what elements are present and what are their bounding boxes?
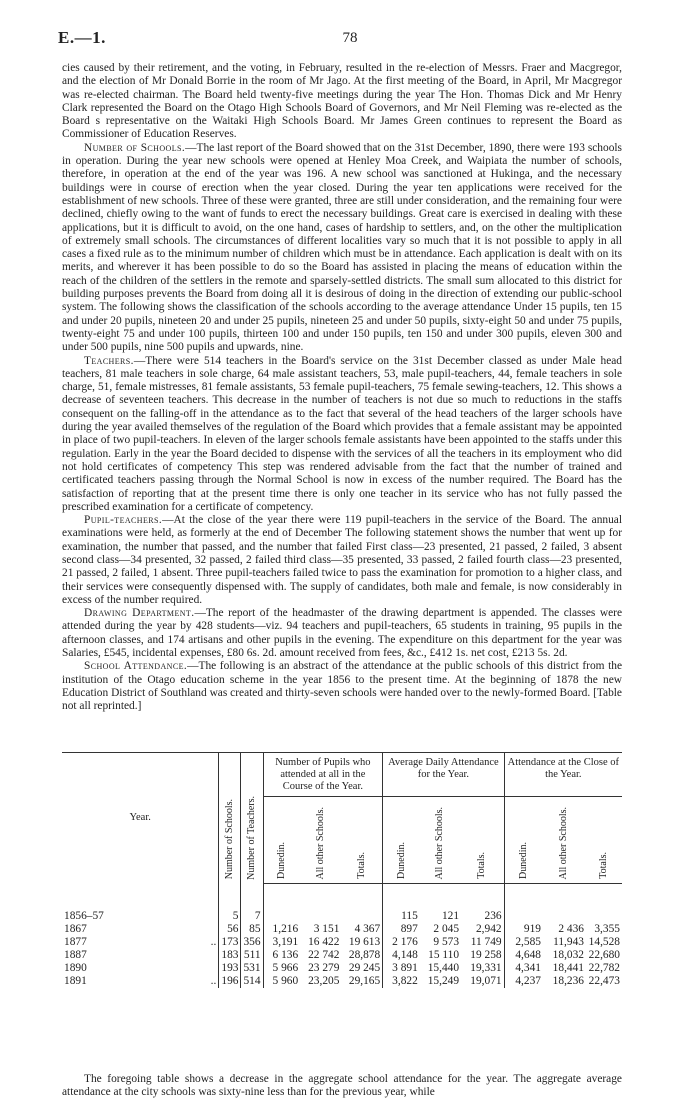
cell-close-dunedin: 2,585 [504, 936, 543, 949]
paragraph-text: —At the close of the year there were 119 pupil-teachers in the service of the Board. The annual examinations were held, as formerly at the end of December The following statement shows the number that went up for examination, the number that passed, and the number that failed First class—23 presented, 21 passed, 2 failed, 3 absent second class—34 presented, 32 passed, 2 failed third class—35 presented, 33 passed, 2 failed fourth class—23 presented, 21 passed, 2 failed, 1 absent. Three pupil-teachers failed twice to pass the examination for promotion to a higher class, and their services were consequently dispensed with. The supply of candidates, both male and female, is now considerably in excess of the number required. [62, 514, 622, 606]
pupils-attended-group-header: Number of Pupils who attended at all in the Course of the Year. [263, 753, 383, 797]
cell-average-totals: 19,071 [470, 975, 502, 987]
document-reference: E.—1. [58, 28, 106, 47]
paragraph-board-election [62, 62, 622, 142]
cell-number-of-schools: 56 [219, 923, 241, 936]
closing-text [62, 1073, 622, 1100]
table-row [62, 923, 622, 936]
number-of-schools-header: Number of Schools. [219, 753, 241, 884]
cell-average-dunedin: 897 [383, 923, 420, 936]
cell-close-totals: 22,782 [588, 962, 620, 974]
subheader-totals: Totals. [461, 797, 504, 884]
section-lead: Number of Schools. [84, 141, 186, 154]
cell-close-other: 11,943 [553, 936, 584, 948]
row-leader: .. [210, 936, 217, 948]
cell-number-of-teachers: 7 [241, 884, 263, 924]
cell-number-of-teachers: 531 [241, 962, 263, 975]
cell-average-dunedin: 3 891 [383, 962, 420, 975]
average-attendance-group-header: Average Daily Attendance for the Year. [383, 753, 504, 797]
row-year: 1867 [64, 923, 87, 935]
row-leader: .. [210, 975, 217, 987]
row-year: 1891 [64, 975, 87, 987]
row-year: 1887 [64, 949, 87, 961]
cell-pupils-other: 16 422 [308, 936, 340, 948]
cell-close-other: 18,236 [552, 975, 584, 987]
table-row [62, 962, 622, 975]
cell-close-totals: 3,355 [594, 923, 620, 935]
cell-pupils-other: 3 151 [313, 923, 340, 935]
cell-number-of-teachers: 514 [241, 975, 263, 988]
table-row [62, 884, 622, 924]
cell-average-other: 2 045 [433, 923, 460, 935]
cell-average-other: 15,249 [427, 975, 460, 987]
table-row [62, 949, 622, 962]
cell-average-other: 9 573 [433, 936, 460, 948]
cell-average-totals: 2,942 [475, 923, 502, 935]
cell-pupils-totals [341, 884, 382, 924]
paragraph-text: —There were 514 teachers in the Board's service on the 31st December classed as under Male head teachers, 81 male teachers in sole charge, 64 male assistant teachers, 53, male pupil-teachers, 44, female teachers in sole charge, 51, female mistresses, 81 female assistants, 53 female pupil-teachers, 75 female sewing-teachers, 12. This shows a decrease of seventeen teachers. This decrease in the number of teachers is not due so much to reductions in the staffs consequent on the falling-off in the attendance as to the fact that several of the head teachers of the larger schools have during the year availed themselves of the regulation of the Board which provides that a female assistant may be appointed in place of two pupil-teachers. In eleven of the larger schools female assistants have been appointed to the staffs under this regulation. Early in the year the Board decided to dispense with the services of all the teachers in its employment who did not hold certificates of competency This step was rendered advisable from the fact that the number of trained and certificated teachers passing through the Normal School is now in excess of the number required. The Board has the satisfaction of reporting that at the present time there is only one teacher in its service who has not fully passed the prescribed examination for a certificate of competency. [62, 354, 622, 513]
cell-pupils-totals: 28,878 [348, 949, 381, 961]
cell-close-dunedin: 4,237 [504, 975, 543, 988]
row-year: 1856–57 [64, 909, 104, 922]
cell-average-dunedin: 3,822 [383, 975, 420, 988]
cell-pupils-dunedin: 6 136 [263, 949, 300, 962]
paragraph-number-of-schools [62, 142, 622, 355]
cell-pupils-dunedin [263, 884, 300, 924]
cell-average-totals: 11 749 [470, 936, 502, 948]
subheader-dunedin: Dunedin. [504, 797, 543, 884]
cell-pupils-dunedin: 1,216 [263, 923, 300, 936]
cell-average-totals: 19 258 [470, 949, 502, 961]
subheader-other-schools: All other Schools. [543, 797, 586, 884]
subheader-other-schools: All other Schools. [420, 797, 461, 884]
cell-number-of-teachers: 85 [241, 923, 263, 936]
table-row [62, 936, 622, 949]
paragraph-text: cies caused by their retirement, and the voting, in February, resulted in the re-election of Messrs. Fraer and Macgregor, and the election of Mr Donald Borrie in the room of Mr Jago. At the first meeting of the Board, in April, Mr Macgregor was re-elected chairman. The Board held twenty-five meetings during the year The Hon. Thomas Dick and Mr Henry Clark represented the Board on the Otago High Schools Board of Governors, and Mr Neil Fleming was re-elected as the Board s representative on the Waitaki High Schools Board. Mr James Green continues to represent the Board as Commissioner of Education Reserves. [62, 62, 622, 141]
row-leader [200, 962, 219, 975]
close-attendance-group-header: Attendance at the Close of the Year. [504, 753, 622, 797]
row-year: 1877 [64, 936, 87, 948]
cell-pupils-other: 22 742 [308, 949, 340, 961]
paragraph-text: —The report of the headmaster of the drawing department is appended. The classes were attended during the year by 428 students—viz. 94 teachers and pupil-teachers, 65 students in training, 95 pupils in the afternoon classes, and 174 artisans and other pupils in the evening. The expenditure on this department for the year was Salaries, £545, incidental expenses, £80 6s. 2d. amount received from fees, &c., £412 1s. net cost, £213 5s. 2d. [62, 607, 623, 660]
cell-close-other: 2 436 [558, 923, 584, 935]
cell-pupils-totals: 29,165 [348, 975, 381, 987]
row-leader [200, 923, 219, 936]
section-lead: Drawing Department. [84, 607, 195, 620]
cell-close-totals [586, 884, 622, 924]
number-of-teachers-header: Number of Teachers. [241, 753, 263, 884]
subheader-other-schools: All other Schools. [300, 797, 341, 884]
cell-close-totals: 14,528 [588, 936, 620, 948]
cell-close-other [543, 884, 586, 924]
paragraph-text: —The last report of the Board showed that on the 31st December, 1890, there were 193 schools in operation. During the year new schools were opened at Henley Moa Creek, and Waipiata the number of schools, therefore, in operation at the end of the year was 196. A new school was sanctioned at Hukinga, and the necessary buildings were in course of erection when the year closed. During the year ten applications were received for the establishment of new schools. Three of these were granted, three are still under consideration, and the remaining four were declined, chiefly owing to the want of funds to erect the necessary buildings. Great care is exercised in dealing with these applications, but it is difficult to avoid, on the one hand, cases of hardship to settlers, and, on the other the multiplication of extremely small schools. The circumstances of different localities vary so much that it is not possible to apply in all cases a fixed rule as to the minimum number of children which must be in attendance. Each application is dealt with on its merits, and wherever it has been possible to do so the Board has assisted in placing the means of education within the reach of the children of the settlers in the remote and sparsely-settled districts. The small sum allocated to this district for building purposes prevents the Board from doing all it is desirous of doing in the direction of extending our public-school system. The following shows the classification of the schools according to the average attendance Under 15 pupils, ten 15 and under 20 pupils, nineteen 20 and under 25 pupils, nineteen 25 and under 50 pupils, sixty-eight 50 and under 75 pupils, twenty-eight 75 and under 100 pupils, thirteen 100 and under 150 pupils, ten 150 and under 300 pupils, eleven 300 and under 500 pupils, nine 500 pupils and upwards, nine. [62, 141, 622, 354]
attendance-table-wrapper [62, 752, 622, 988]
cell-number-of-schools: 5 [219, 884, 241, 924]
cell-number-of-schools: 183 [219, 949, 241, 962]
table-row [62, 975, 622, 988]
cell-close-dunedin [504, 884, 543, 924]
row-year: 1890 [64, 962, 87, 974]
closing-paragraph: The foregoing table shows a decrease in the aggregate school attendance for the year. The aggregate average attendance at the city schools was sixty-nine less than for the previous year, while [62, 1073, 622, 1099]
attendance-table [62, 752, 622, 988]
cell-number-of-teachers: 511 [241, 949, 263, 962]
cell-number-of-schools: 196 [219, 975, 241, 988]
cell-pupils-other: 23 279 [308, 962, 340, 974]
row-leader [200, 884, 219, 924]
cell-pupils-dunedin: 3,191 [263, 936, 300, 949]
paragraph-drawing-department [62, 607, 622, 660]
paragraph-school-attendance [62, 660, 622, 713]
cell-number-of-schools: 193 [219, 962, 241, 975]
cell-average-dunedin: 2 176 [383, 936, 420, 949]
row-leader [200, 949, 219, 962]
section-lead: Teachers. [84, 354, 134, 367]
cell-average-totals: 236 [484, 910, 502, 922]
subheader-dunedin: Dunedin. [383, 797, 420, 884]
cell-pupils-totals: 29 245 [348, 962, 381, 974]
cell-pupils-totals: 4 367 [354, 923, 381, 935]
cell-close-dunedin: 4,648 [504, 949, 543, 962]
cell-number-of-teachers: 356 [241, 936, 263, 949]
cell-close-other: 18,032 [552, 949, 584, 961]
cell-average-totals: 19,331 [470, 962, 502, 974]
paragraph-pupil-teachers [62, 514, 622, 607]
subheader-totals: Totals. [586, 797, 622, 884]
section-lead: School Attendance. [84, 660, 188, 673]
cell-pupils-totals: 19 613 [348, 936, 381, 948]
cell-number-of-schools: 173 [219, 936, 241, 949]
cell-close-totals: 22,473 [588, 975, 620, 987]
cell-average-dunedin: 4,148 [383, 949, 420, 962]
paragraph-teachers [62, 355, 622, 515]
paragraph-text: —The following is an abstract of the attendance at the public schools of this district from the institution of the Otago education scheme in the year 1856 to the present time. At the beginning of 1878 the new Education District of Southland was created and thirty-seven schools were handed over to the newly-formed Board. [Table not all reprinted.] [62, 660, 622, 713]
section-lead: Pupil-teachers. [84, 514, 163, 527]
cell-average-other: 121 [441, 910, 460, 922]
cell-average-other: 15,440 [427, 962, 460, 974]
subheader-dunedin: Dunedin. [263, 797, 300, 884]
cell-average-dunedin: 115 [383, 884, 420, 924]
cell-close-dunedin: 919 [504, 923, 543, 936]
cell-close-other: 18,441 [552, 962, 584, 974]
cell-pupils-other [300, 884, 341, 924]
cell-average-other: 15 110 [428, 949, 460, 961]
year-column-header: Year. [62, 753, 219, 884]
page-number: 78 [342, 30, 358, 46]
cell-close-totals: 22,680 [588, 949, 620, 961]
cell-pupils-dunedin: 5 960 [263, 975, 300, 988]
cell-pupils-other: 23,205 [308, 975, 340, 987]
cell-close-dunedin: 4,341 [504, 962, 543, 975]
report-body [62, 62, 622, 714]
subheader-totals: Totals. [341, 797, 382, 884]
cell-pupils-dunedin: 5 966 [263, 962, 300, 975]
